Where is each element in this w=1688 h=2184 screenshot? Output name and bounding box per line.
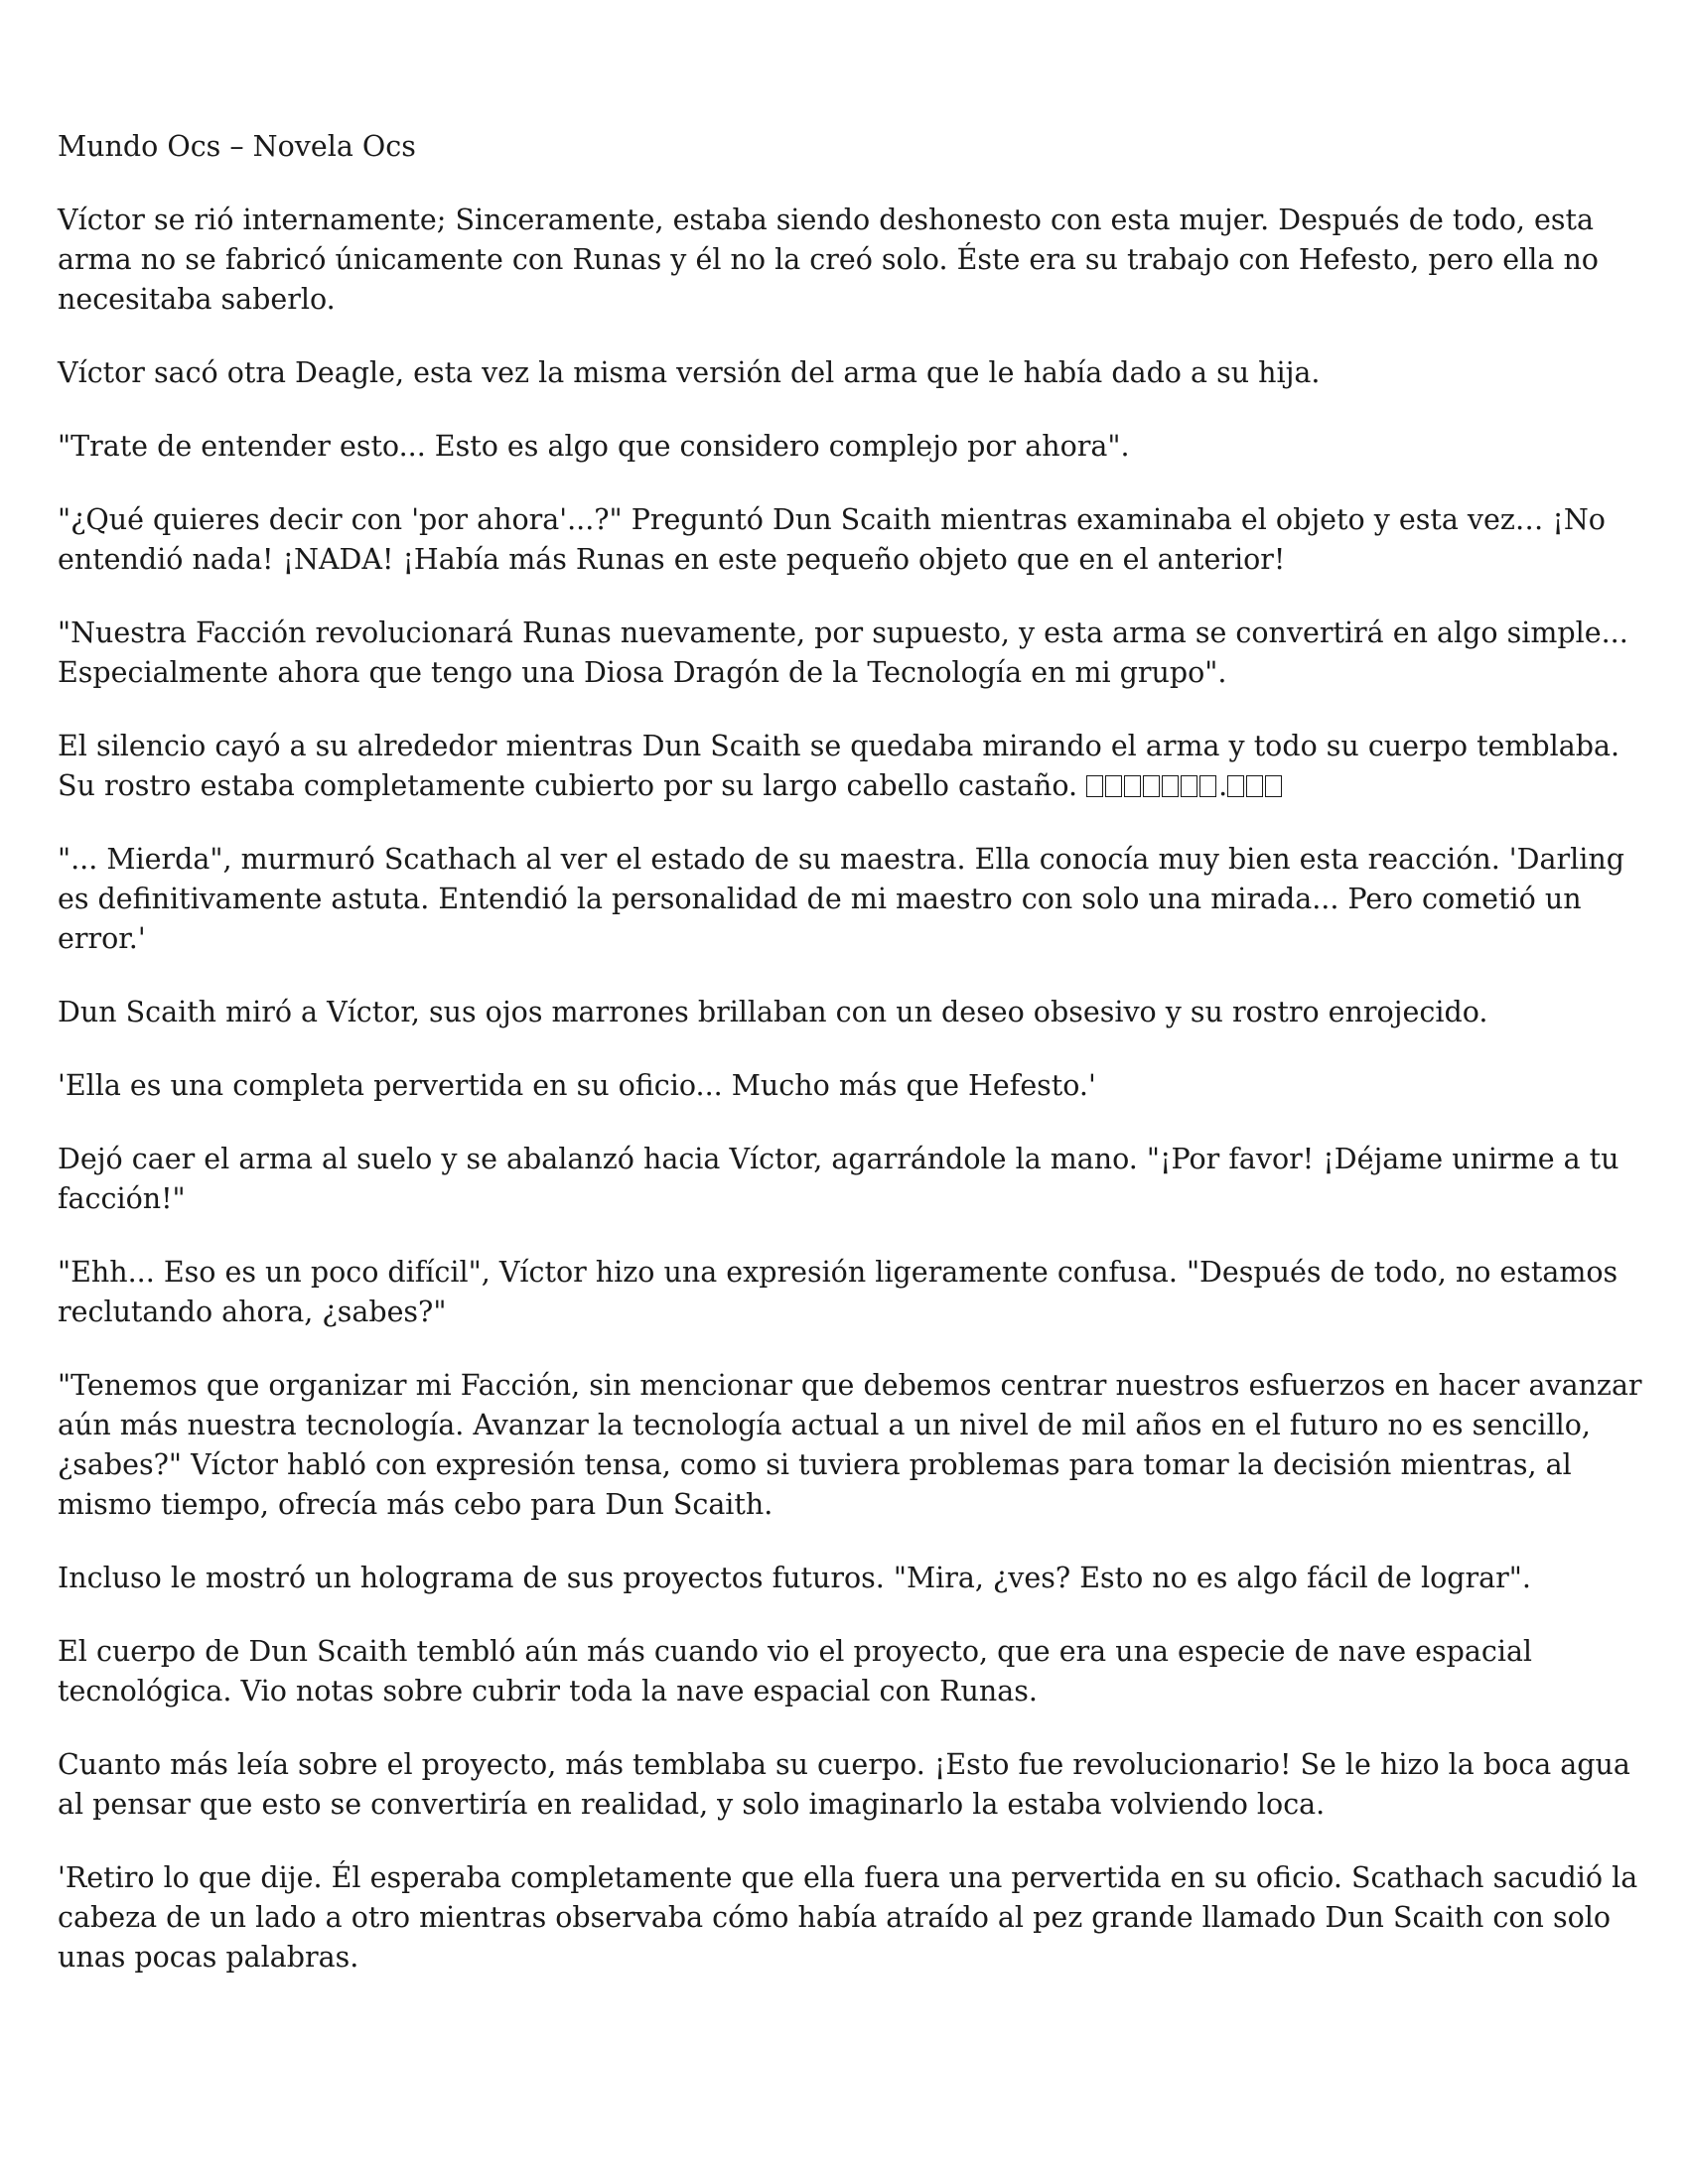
- paragraph-silence: [58, 727, 1646, 806]
- paragraph: Víctor se rió internamente; Sinceramente, estaba siendo deshonesto con esta mujer. Después de todo, esta arma no se fabricó únicamente con Runas y él no la creó solo. Éste era su trabajo con Hefesto, pero ella no necesitaba saberlo.: [58, 204, 1599, 316]
- paragraph: Víctor sacó otra Deagle, esta vez la misma versión del arma que le había dado a su hija.: [58, 356, 1321, 389]
- paragraph: "Tenemos que organizar mi Facción, sin mencionar que debemos centrar nuestros esfuerzos en hacer avanzar aún más nuestra tecnología. Avanzar la tecnología actual a un nivel de mil años en el futuro no es sencillo, ¿sabes?" Víctor habló con expresión tensa, como si tuviera problemas para tomar la decisión mientras, al mismo tiempo, ofrecía más cebo para Dun Scaith.: [58, 1369, 1642, 1521]
- glyph-separator: .: [1218, 769, 1228, 802]
- paragraph: "... Mierda", murmuró Scathach al ver el estado de su maestra. Ella conocía muy bien esta reacción. 'Darling es definitivamente astuta. Entendió la personalidad de mi maestro con solo una mirada... Pero cometió un error.': [58, 843, 1624, 955]
- paragraph: "Nuestra Facción revolucionará Runas nuevamente, por supuesto, y esta arma se convertirá en algo simple... Especialmente ahora que tengo una Diosa Dragón de la Tecnología en mi grupo".: [58, 616, 1628, 689]
- missing-glyph-icon: [1181, 775, 1197, 797]
- paragraph: "Trate de entender esto... Esto es algo que considero complejo por ahora".: [58, 430, 1130, 463]
- paragraph: Dun Scaith miró a Víctor, sus ojos marrones brillaban con un deseo obsesivo y su rostro enrojecido.: [58, 996, 1488, 1028]
- document-page: [58, 127, 1646, 2011]
- paragraph: "Ehh... Eso es un poco difícil", Víctor hizo una expresión ligeramente confusa. "Después de todo, no estamos reclutando ahora, ¿sabes?": [58, 1256, 1618, 1328]
- missing-glyph-icon: [1265, 775, 1282, 797]
- missing-glyph-icon: [1105, 775, 1122, 797]
- paragraph: Incluso le mostró un holograma de sus proyectos futuros. "Mira, ¿ves? Esto no es algo fácil de lograr".: [58, 1562, 1531, 1594]
- missing-glyph-icon: [1124, 775, 1141, 797]
- missing-glyph-icon: [1227, 775, 1244, 797]
- paragraph: El cuerpo de Dun Scaith tembló aún más cuando vio el proyecto, que era una especie de nave espacial tecnológica. Vio notas sobre cubrir toda la nave espacial con Runas.: [58, 1635, 1533, 1707]
- paragraph-text: El silencio cayó a su alrededor mientras Dun Scaith se quedaba mirando el arma y todo su cuerpo temblaba. Su rostro estaba completamente cubierto por su largo cabello castaño.: [58, 730, 1620, 802]
- paragraph: 'Ella es una completa pervertida en su oficio... Mucho más que Hefesto.': [58, 1069, 1096, 1102]
- missing-glyph-icon: [1199, 775, 1216, 797]
- paragraph: Cuanto más leía sobre el proyecto, más temblaba su cuerpo. ¡Esto fue revolucionario! Se le hizo la boca agua al pensar que esto se convertiría en realidad, y solo imaginarlo la estaba volviendo loca.: [58, 1748, 1630, 1821]
- missing-glyph-icon: [1143, 775, 1160, 797]
- paragraph: 'Retiro lo que dije. Él esperaba completamente que ella fuera una pervertida en su oficio. Scathach sacudió la cabeza de un lado a otro mientras observaba cómo había atraído al pez grande llamado Dun Scaith con solo unas pocas palabras.: [58, 1861, 1638, 1974]
- document-header: Mundo Ocs – Novela Ocs: [58, 130, 416, 163]
- missing-glyph-icon: [1246, 775, 1263, 797]
- paragraph: "¿Qué quieres decir con 'por ahora'...?" Preguntó Dun Scaith mientras examinaba el objeto y esta vez… ¡No entendió nada! ¡NADA! ¡Había más Runas en este pequeño objeto que en el anterior!: [58, 503, 1606, 576]
- missing-glyph-icon: [1086, 775, 1103, 797]
- missing-glyphs: [1086, 769, 1284, 802]
- paragraph: Dejó caer el arma al suelo y se abalanzó hacia Víctor, agarrándole la mano. "¡Por favor! ¡Déjame unirme a tu facción!": [58, 1143, 1619, 1215]
- missing-glyph-icon: [1162, 775, 1179, 797]
